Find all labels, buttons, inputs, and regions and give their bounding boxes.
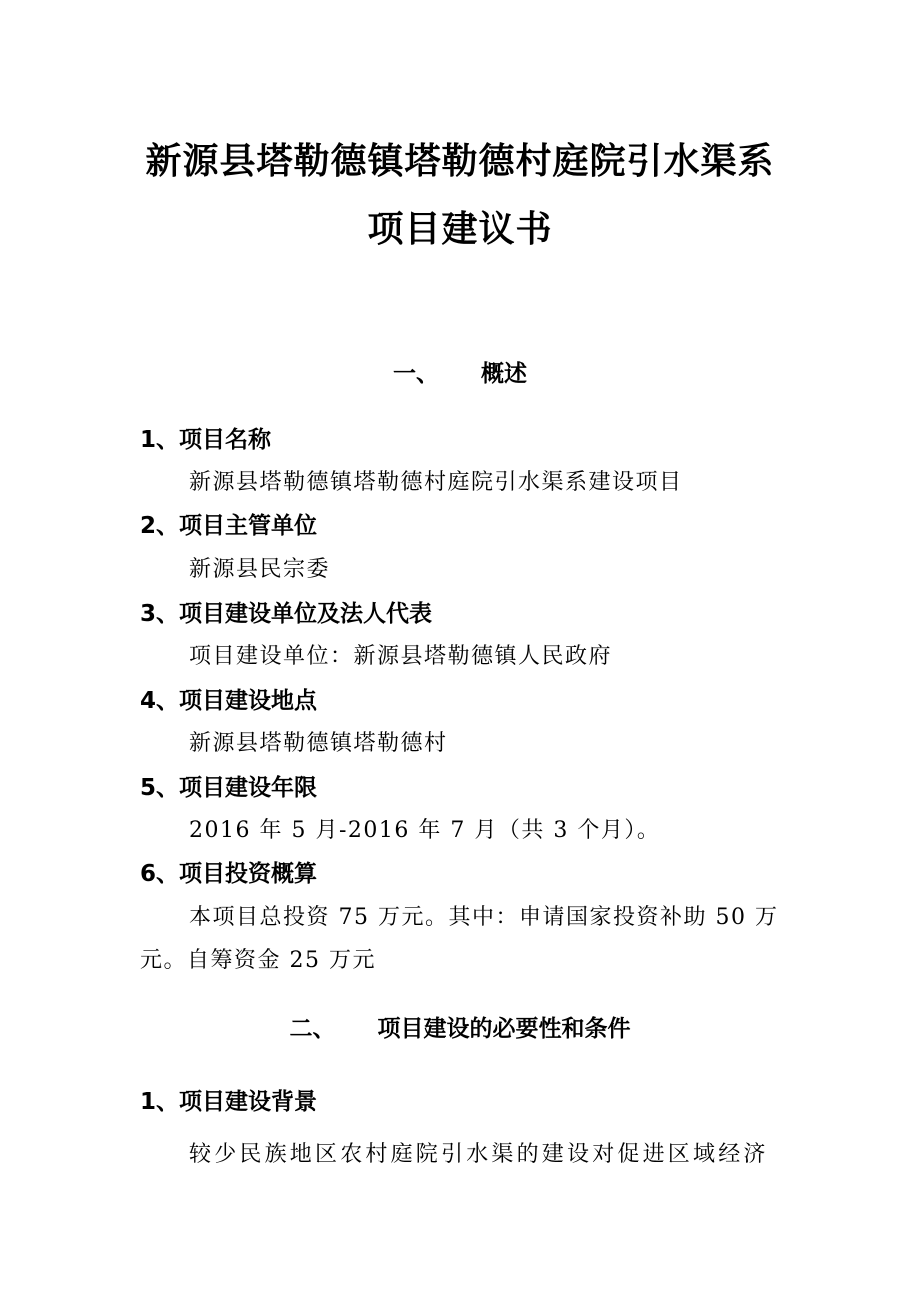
document-title-line-1: 新源县塔勒德镇塔勒德村庭院引水渠系 [145, 141, 775, 182]
section-heading-overview [0, 358, 920, 390]
item-heading-supervising-unit: 2、项目主管单位 [140, 513, 318, 539]
section-label: 项目建设的必要性和条件 [377, 1016, 631, 1042]
item-heading-project-name: 1、项目名称 [140, 427, 272, 453]
section-heading-necessity [0, 1013, 920, 1045]
item-text-project-name: 新源县塔勒德镇塔勒德村庭院引水渠系建设项目 [189, 470, 683, 495]
item-heading-period: 5、项目建设年限 [140, 775, 318, 801]
document-title-line-2: 项目建议书 [367, 209, 553, 250]
item-text-construction-unit: 项目建设单位：新源县塔勒德镇人民政府 [189, 644, 613, 669]
item-heading-investment: 6、项目投资概算 [140, 861, 318, 887]
section-label: 概述 [481, 361, 527, 387]
item-text-location: 新源县塔勒德镇塔勒德村 [189, 731, 448, 756]
item-text-investment-continued: 元。自筹资金 25 万元 [140, 948, 376, 973]
item-text-supervising-unit: 新源县民宗委 [189, 557, 331, 582]
section-number: 二、 [289, 1016, 336, 1042]
subsection-text-background: 较少民族地区农村庭院引水渠的建设对促进区域经济 [189, 1142, 769, 1167]
section-number: 一、 [393, 361, 439, 387]
subsection-heading-background: 1、项目建设背景 [140, 1089, 318, 1115]
item-heading-location: 4、项目建设地点 [140, 688, 318, 714]
item-heading-construction-unit: 3、项目建设单位及法人代表 [140, 601, 433, 627]
item-text-period: 2016 年 5 月-2016 年 7 月（共 3 个月）。 [189, 818, 661, 843]
item-text-investment: 本项目总投资 75 万元。其中：申请国家投资补助 50 万 [189, 905, 779, 930]
